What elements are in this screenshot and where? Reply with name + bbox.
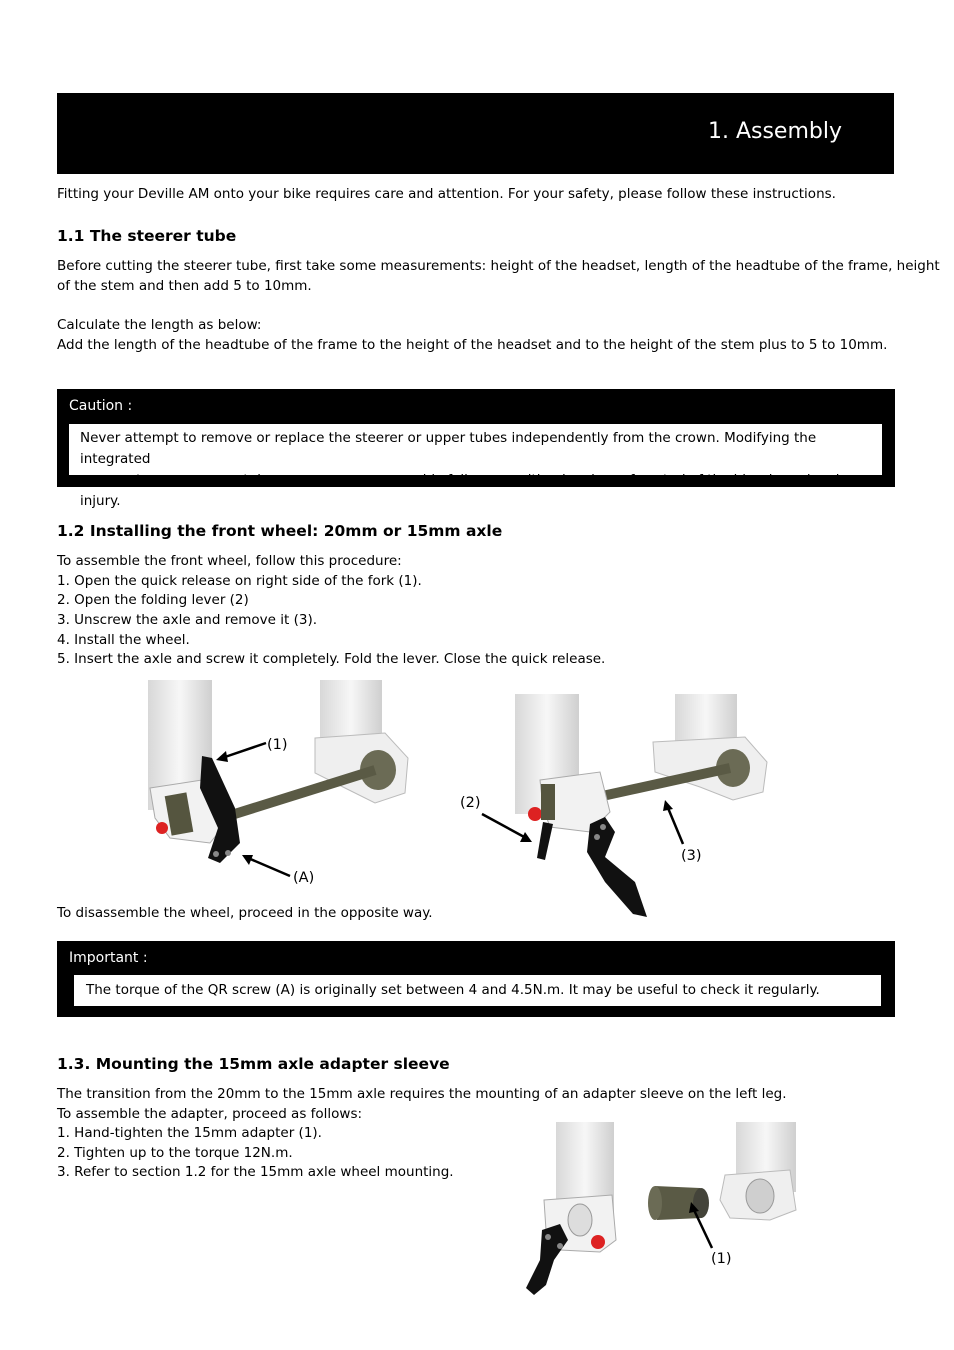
adapter-step-1: 1. Hand-tighten the 15mm adapter (1).	[57, 1125, 322, 1141]
adapter-line-1: The transition from the 20mm to the 15mm axle requires the mounting of an adapter sleeve on the left leg.	[57, 1086, 787, 1102]
callout-1: (1)	[267, 737, 288, 753]
steerer-paragraph-line-1: Before cutting the steerer tube, first take some measurements: height of the headset, length of the headtube of the frame, height	[57, 258, 940, 274]
wheel-step-5: 5. Insert the axle and screw it completely. Fold the lever. Close the quick release.	[57, 651, 606, 667]
section-header-bar	[57, 93, 894, 174]
wheel-step-intro: To assemble the front wheel, follow this procedure:	[57, 553, 402, 569]
caution-line-2: crown, steerer or upper tubes can cause an assembly failure, resulting in a loss of control of the bicycle and serious injury.	[80, 472, 864, 509]
important-box	[57, 941, 895, 1017]
caution-box	[57, 389, 895, 509]
callout-2: (2)	[460, 795, 481, 811]
important-text: The torque of the QR screw (A) is originally set between 4 and 4.5N.m. It may be useful to check it regularly.	[74, 975, 881, 1006]
adapter-step-2: 2. Tighten up to the torque 12N.m.	[57, 1145, 293, 1161]
calc-paragraph-line-2: Add the length of the headtube of the frame to the height of the headset and to the height of the stem plus to 5 to 10mm.	[57, 337, 888, 353]
page-title: 1. Assembly	[707, 119, 842, 144]
wheel-step-1: 1. Open the quick release on right side of the fork (1).	[57, 573, 422, 589]
caution-line-1: Never attempt to remove or replace the steerer or upper tubes independently from the crown. Modifying the integrated	[80, 430, 817, 467]
steerer-paragraph-line-2: of the stem and then add 5 to 10mm.	[57, 278, 312, 294]
heading-adapter-sleeve: 1.3. Mounting the 15mm axle adapter sleeve	[57, 1055, 450, 1073]
caution-text	[69, 424, 882, 509]
wheel-step-3: 3. Unscrew the axle and remove it (3).	[57, 612, 318, 628]
arrow-callout-3	[660, 798, 690, 848]
important-label: Important :	[69, 950, 148, 966]
arrow-adapter-callout	[688, 1200, 718, 1252]
arrow-callout-a	[238, 852, 293, 882]
heading-front-wheel: 1.2 Installing the front wheel: 20mm or 15mm axle	[57, 522, 503, 540]
heading-steerer-tube: 1.1 The steerer tube	[57, 227, 237, 245]
wheel-step-2: 2. Open the folding lever (2)	[57, 592, 249, 608]
callout-3: (3)	[681, 848, 702, 864]
disassemble-text: To disassemble the wheel, proceed in the opposite way.	[57, 905, 433, 921]
adapter-line-2: To assemble the adapter, proceed as follows:	[57, 1106, 363, 1122]
adapter-step-3: 3. Refer to section 1.2 for the 15mm axle wheel mounting.	[57, 1164, 454, 1180]
adapter-sleeve-illustration	[520, 1120, 805, 1300]
intro-text: Fitting your Deville AM onto your bike requires care and attention. For your safety, please follow these instructions.	[57, 186, 836, 202]
adapter-callout-1: (1)	[711, 1251, 732, 1267]
wheel-step-4: 4. Install the wheel.	[57, 632, 190, 648]
arrow-callout-1	[210, 738, 270, 768]
fork-quick-release-illustration	[140, 678, 430, 878]
callout-a: (A)	[293, 870, 315, 886]
caution-label: Caution :	[69, 398, 133, 414]
fork-axle-removal-illustration	[505, 692, 775, 922]
arrow-callout-2	[478, 810, 538, 850]
calc-paragraph-line-1: Calculate the length as below:	[57, 317, 262, 333]
